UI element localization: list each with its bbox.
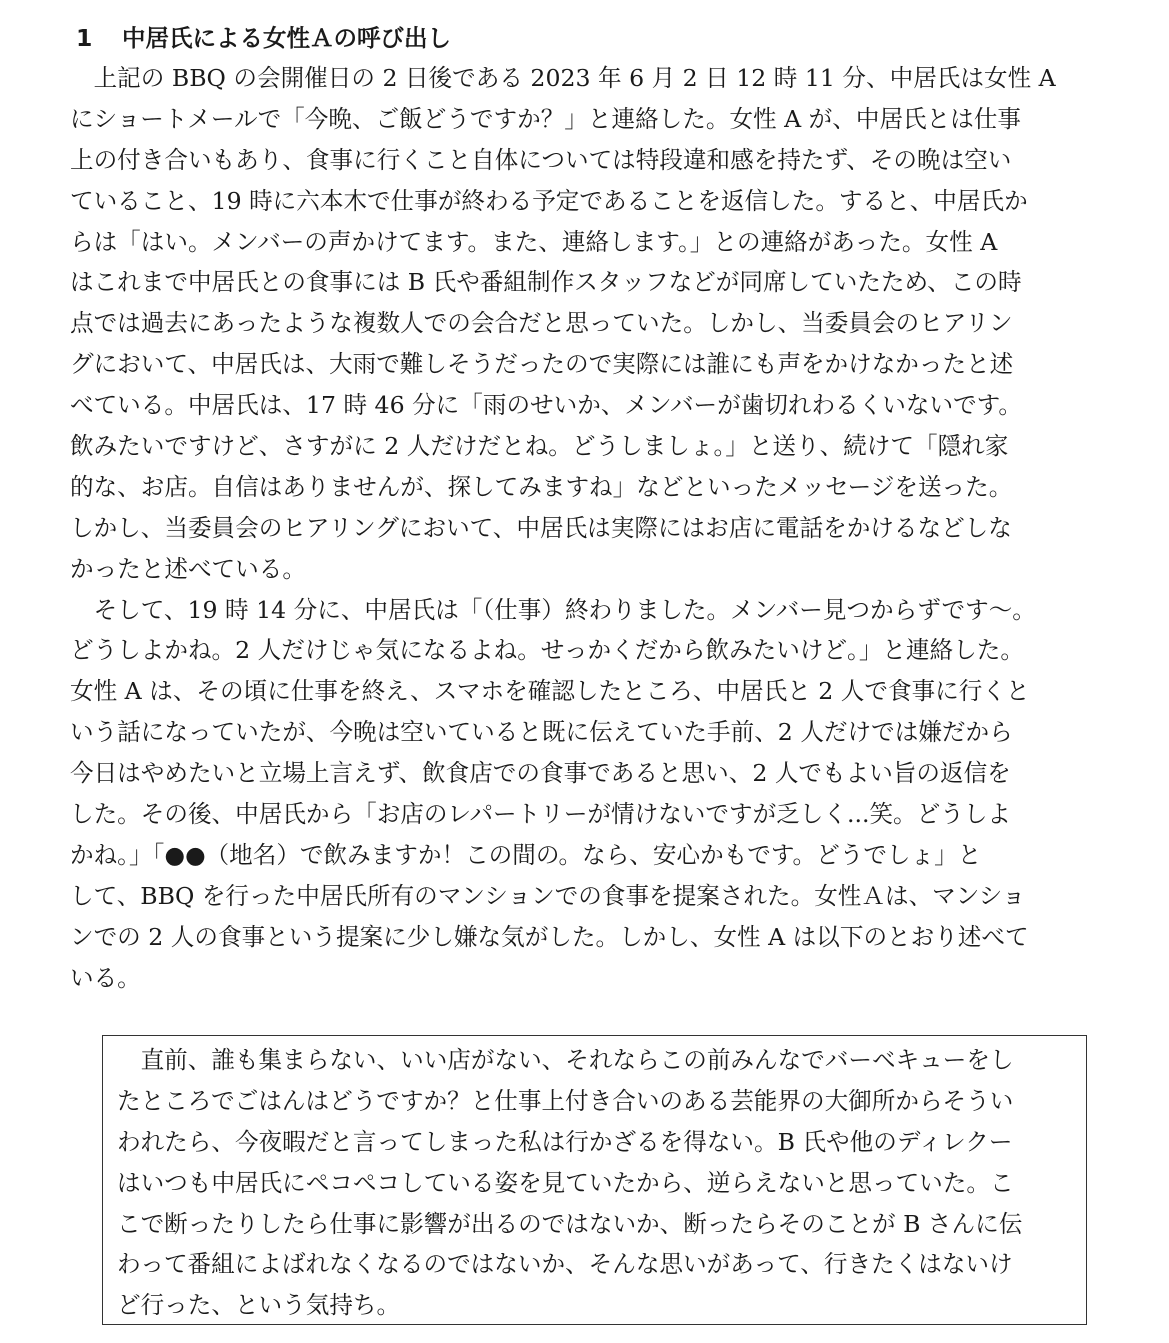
body-line: した。その後、中居氏から「お店のレパートリーが情けないですが乏しく...笑。どうしよ xyxy=(70,800,1012,829)
body-line: はこれまで中居氏との食事には B 氏や番組制作スタッフなどが同席していたため、この時 xyxy=(70,268,1022,297)
body-line: して、BBQ を行った中居氏所有のマンションでの食事を提案された。女性Ａは、マンショ xyxy=(70,881,1026,910)
quote-line: はいつも中居氏にペコペコしている姿を見ていたから、逆らえないと思っていた。こ xyxy=(117,1168,1014,1197)
body-line: ていること、19 時に六本木で仕事が終わる予定であることを返信した。すると、中居氏か xyxy=(70,186,1028,215)
body-text xyxy=(70,58,1100,998)
section-heading xyxy=(76,18,451,58)
body-line: ンでの 2 人の食事という提案に少し嫌な気がした。しかし、女性 A は以下のとおり述べて xyxy=(70,922,1029,951)
body-line: らは「はい。メンバーの声かけてます。また、連絡します。」との連絡があった。女性 A xyxy=(70,227,998,256)
quote-line: わって番組によばれなくなるのではないか、そんな思いがあって、行きたくはないけ xyxy=(117,1250,1013,1279)
body-line: 点では過去にあったような複数人での会合だと思っていた。しかし、当委員会のヒアリン xyxy=(70,309,1013,338)
quote-text xyxy=(117,1040,1077,1326)
body-line: どうしよかね。2 人だけじゃ気になるよね。せっかくだから飲みたいけど。」と連絡した。 xyxy=(70,636,1024,665)
body-line: そして、19 時 14 分に、中居氏は「（仕事）終わりました。メンバー見つからずです～。 xyxy=(70,595,1036,624)
body-line: かったと述べている。 xyxy=(70,554,306,583)
section-title: 中居氏による女性Ａの呼び出し xyxy=(122,24,451,52)
quote-line: われたら、今夜暇だと言ってしまった私は行かざるを得ない。B 氏や他のディレクー xyxy=(117,1127,1013,1156)
quote-line: こで断ったりしたら仕事に影響が出るのではないか、断ったらそのことが B さんに伝 xyxy=(117,1209,1023,1238)
body-line: 上記の BBQ の会開催日の 2 日後である 2023 年 6 月 2 日 12 時 11 分、中居氏は女性 A xyxy=(70,64,1056,92)
body-line: にショートメールで「今晩、ご飯どうですか？」と連絡した。女性 A が、中居氏とは仕事 xyxy=(70,104,1022,133)
section-number: 1 xyxy=(76,24,93,52)
body-line: 飲みたいですけど、さすがに 2 人だけだとね。どうしましょ。」と送り、続けて「隠れ家 xyxy=(70,432,1009,461)
body-line: べている。中居氏は、17 時 46 分に「雨のせいか、メンバーが歯切れわるくいないです。 xyxy=(70,391,1022,420)
body-line: しかし、当委員会のヒアリングにおいて、中居氏は実際にはお店に電話をかけるなどしな xyxy=(70,513,1012,542)
quote-line: 直前、誰も集まらない、いい店がない、それならこの前みんなでバーベキューをし xyxy=(117,1046,1014,1074)
body-line: グにおいて、中居氏は、大雨で難しそうだったので実際には誰にも声をかけなかったと述 xyxy=(70,350,1014,379)
quote-line: ど行った、という気持ち。 xyxy=(117,1291,401,1320)
quote-line: たところでごはんはどうですか？と仕事上付き合いのある芸能界の大御所からそうい xyxy=(117,1086,1014,1115)
body-line: かね。」「●●（地名）で飲みますか！この間の。なら、安心かもです。どうでしょ」と xyxy=(70,840,982,869)
body-line: 的な、お店。自信はありませんが、探してみますね」などといったメッセージを送った。 xyxy=(70,472,1013,501)
body-line: 今日はやめたいと立場上言えず、飲食店での食事であると思い、2 人でもよい旨の返信を xyxy=(70,759,1011,788)
quote-box xyxy=(102,1035,1087,1325)
body-line: いる。 xyxy=(70,963,141,992)
body-line: 上の付き合いもあり、食事に行くこと自体については特段違和感を持たず、その晩は空い xyxy=(70,145,1012,174)
body-line: 女性 A は、その頃に仕事を終え、スマホを確認したところ、中居氏と 2 人で食事に行くと xyxy=(70,677,1030,706)
body-line: いう話になっていたが、今晩は空いていると既に伝えていた手前、2 人だけでは嫌だから xyxy=(70,718,1013,747)
